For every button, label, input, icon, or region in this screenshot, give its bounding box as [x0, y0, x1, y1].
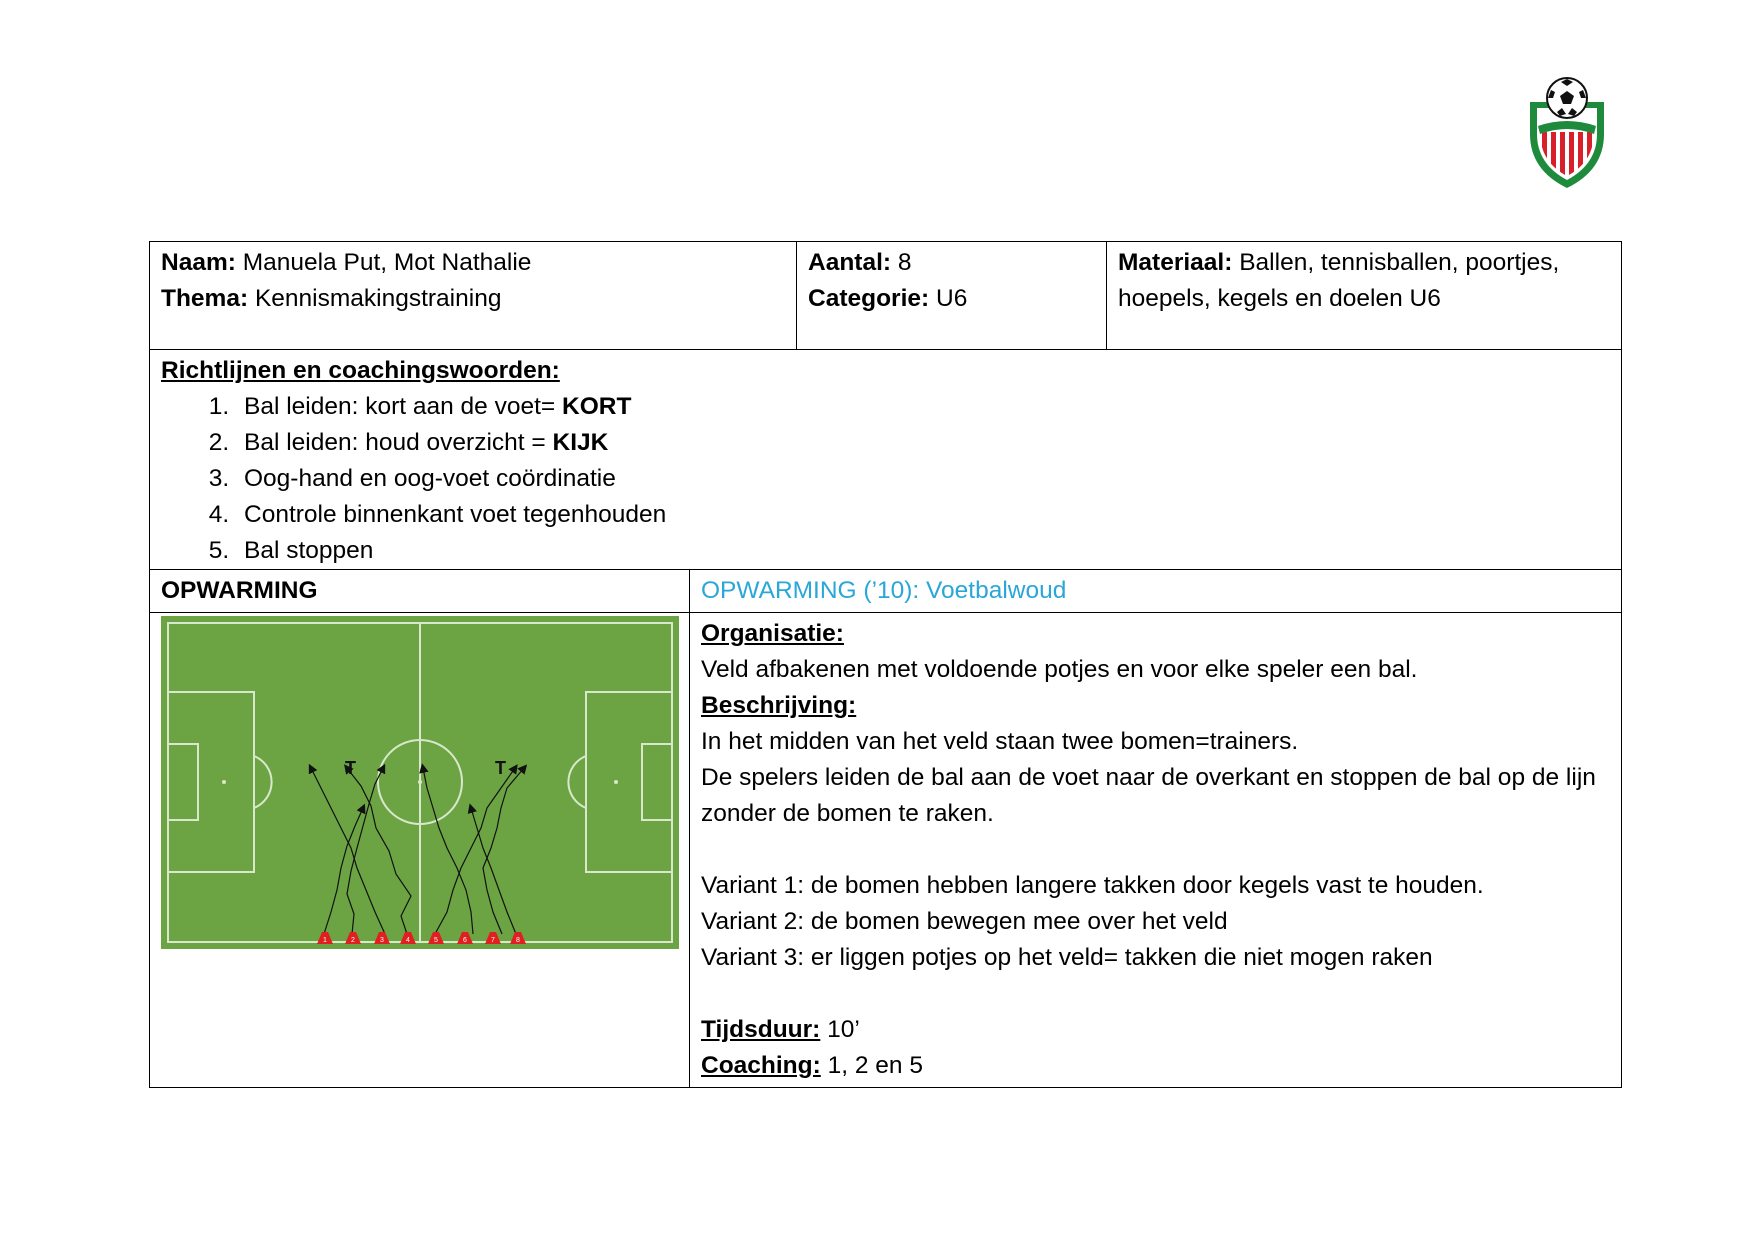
list-item: 4. Controle binnenkant voet tegenhouden — [236, 497, 1610, 533]
aantal-value: 8 — [897, 249, 912, 276]
categorie-label: Categorie: — [808, 285, 930, 312]
thema-label: Thema: — [161, 285, 249, 312]
exercise-description-cell — [690, 613, 1622, 1088]
coaching-label: Coaching: — [701, 1052, 821, 1079]
cone-number: 6 — [463, 937, 467, 944]
variant-2: Variant 2: de bomen bewegen mee over het veld — [701, 908, 1228, 935]
list-item: 5. Bal stoppen — [236, 533, 1610, 569]
list-item: 2. Bal leiden: houd overzicht = KIJK — [236, 425, 1610, 461]
tijdsduur-label: Tijdsduur: — [701, 1016, 821, 1043]
cone-number: 5 — [434, 937, 438, 944]
thema-value: Kennismakingstraining — [254, 285, 502, 312]
cone-number: 7 — [491, 937, 495, 944]
organisatie-label: Organisatie: — [701, 620, 844, 647]
cone-number: 4 — [406, 937, 410, 944]
beschrijving-text-2: De spelers leiden de bal aan de voet naar de overkant en stoppen de bal op de lijn zonder de bomen te raken. — [701, 764, 1596, 827]
aantal-label: Aantal: — [808, 249, 892, 276]
cone-number: 8 — [516, 937, 520, 944]
beschrijving-label: Beschrijving: — [701, 692, 857, 719]
list-item: 1. Bal leiden: kort aan de voet= KORT — [236, 389, 1610, 425]
count-category-cell — [797, 242, 1107, 350]
tijdsduur-value: 10’ — [820, 1016, 860, 1043]
variant-3: Variant 3: er liggen potjes op het veld= takken die niet mogen raken — [701, 944, 1433, 971]
variant-1: Variant 1: de bomen hebben langere takken door kegels vast te houden. — [701, 872, 1484, 899]
section-label: OPWARMING — [150, 570, 690, 613]
list-item: 3. Oog-hand en oog-voet coördinatie — [236, 461, 1610, 497]
beschrijving-text-1: In het midden van het veld staan twee bomen=trainers. — [701, 728, 1299, 755]
section-title: OPWARMING (’10): Voetbalwoud — [690, 570, 1622, 613]
materiaal-label: Materiaal: — [1118, 249, 1233, 276]
material-cell — [1107, 242, 1622, 350]
naam-label: Naam: — [161, 249, 236, 276]
pitch-diagram — [161, 616, 679, 949]
trainer-marker-1: T — [345, 758, 356, 778]
cone-number: 1 — [323, 937, 327, 944]
guidelines-title: Richtlijnen en coachingswoorden: — [161, 357, 560, 384]
name-theme-cell — [150, 242, 797, 350]
club-logo — [1524, 76, 1610, 190]
materiaal-value: Ballen, tennisballen, poortjes, hoepels, kegels en doelen U6 — [1118, 249, 1560, 312]
training-sheet — [149, 241, 1622, 1088]
guidelines-cell — [150, 350, 1622, 570]
naam-value: Manuela Put, Mot Nathalie — [242, 249, 532, 276]
trainer-marker-2: T — [495, 758, 506, 778]
categorie-value: U6 — [936, 285, 968, 312]
cone-number: 2 — [351, 937, 355, 944]
guidelines-list — [161, 389, 1610, 569]
organisatie-text: Veld afbakenen met voldoende potjes en voor elke speler een bal. — [701, 656, 1418, 683]
diagram-cell — [150, 613, 690, 1088]
cone-number: 3 — [380, 937, 384, 944]
coaching-value: 1, 2 en 5 — [820, 1052, 923, 1079]
